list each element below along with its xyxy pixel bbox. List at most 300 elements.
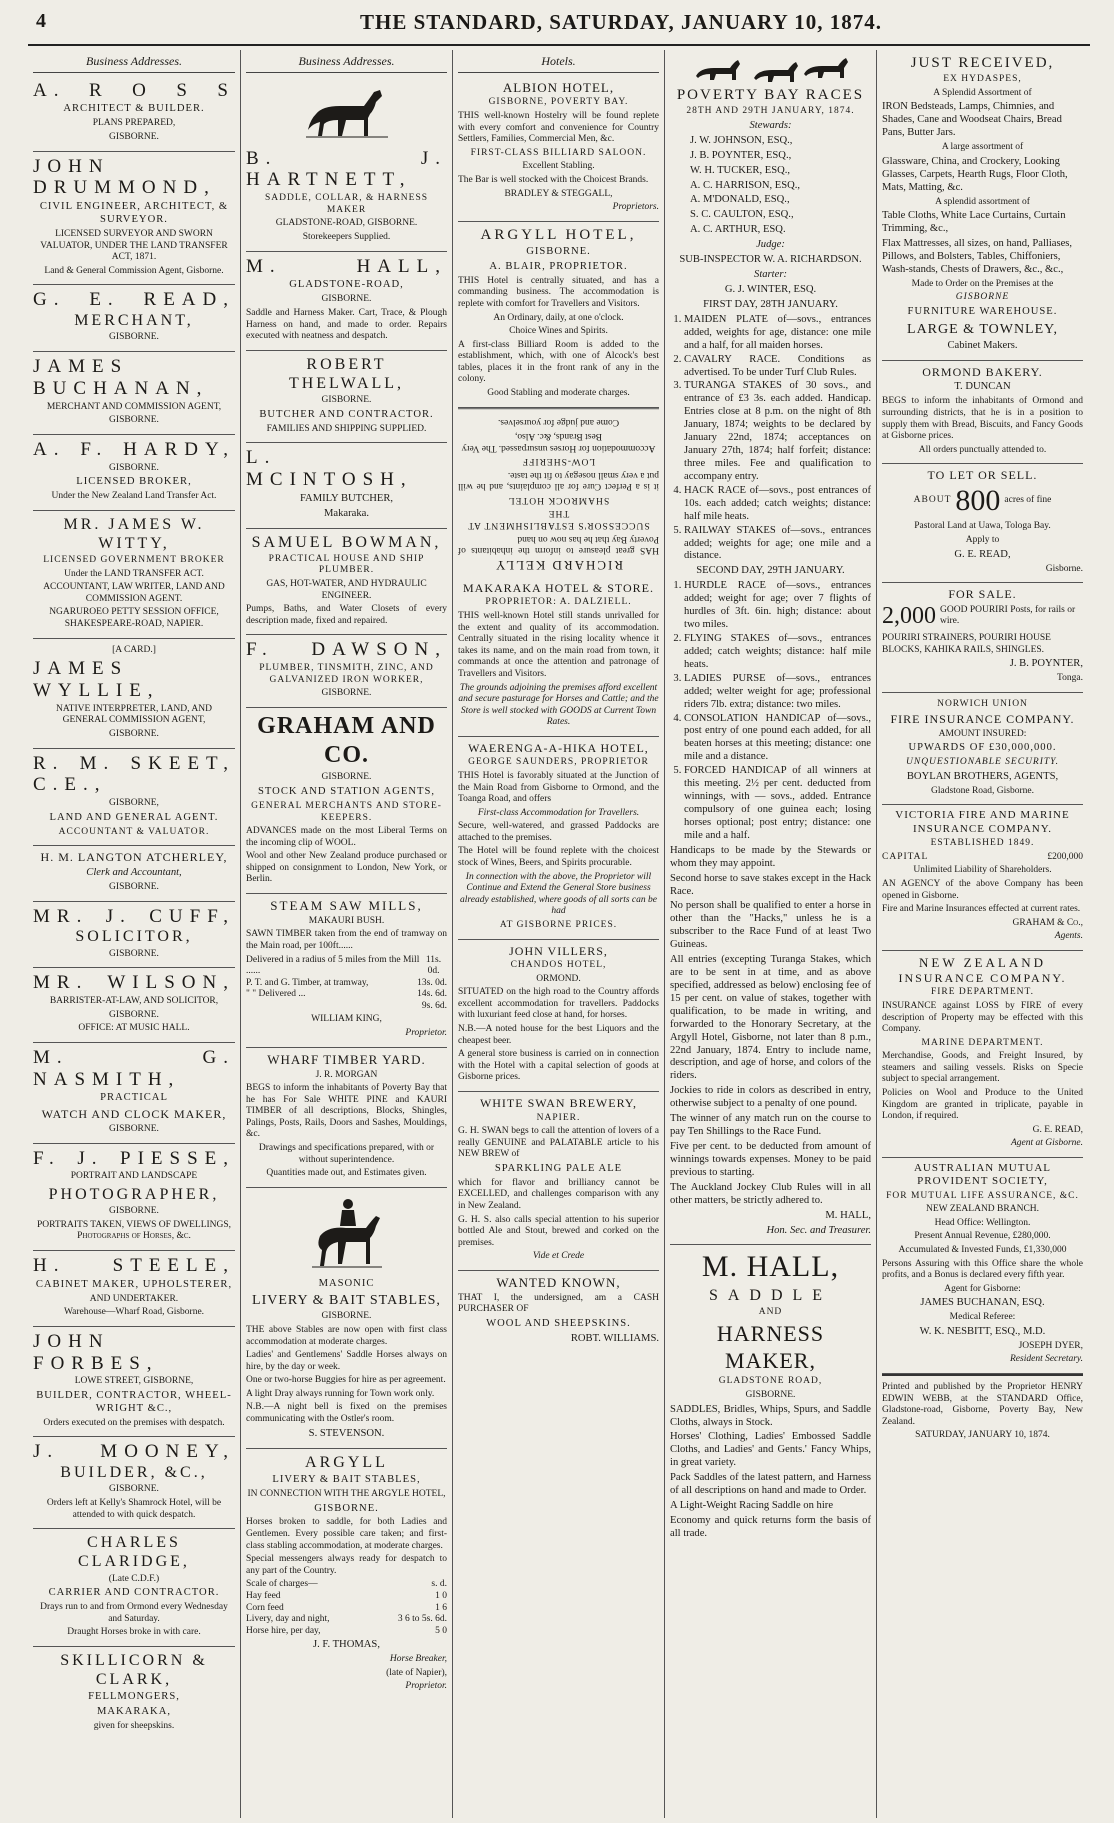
horse-illustration-icon [302,84,392,144]
ad-amp-funds: Accumulated & Invested Funds, £1,330,000 [898,1245,1067,1256]
ad-waerenga-owner: GEORGE SAUNDERS, PROPRIETOR [468,757,649,768]
ad-buchanan [33,352,235,435]
ad-ross-name: A. R O S S [33,79,235,101]
sawmill-price-row [246,1001,447,1013]
ad-nz-insurance-sub: INSURANCE against LOSS by FIRE of every description of Property may be effected with this Company. [882,1000,1083,1035]
ad-bakery [882,361,1083,464]
ad-makaraka-italic: The grounds adjoining the premises afford excellent and secure pasturage for Horses and Cattle; and the Store is well stocked with GOODS at Current Town Rates. [458,682,659,728]
ad-claridge-sub: (Late C.D.F.) [108,1573,160,1584]
ad-villers-sub3: A general store business is carried on in connection with the Hotel with a capital selection of goods at Gisborne prices. [458,1049,659,1083]
ad-witty [33,511,235,639]
ad-argyll-stables-sub2: Special messengers always ready for despatch to any part of the Country. [246,1554,447,1576]
ad-bowman-name: SAMUEL BOWMAN, [251,533,442,551]
ad-swan [458,1092,659,1271]
ad-albion-bar: The Bar is well stocked with the Choicest Brands. [458,174,649,185]
ad-for-sale-items: POURIRI STRAINERS, POURIRI HOUSE BLOCKS, KAHIKA RAILS, SHINGLES. [882,633,1051,655]
ad-amp-line: FOR MUTUAL LIFE ASSURANCE, &C. [886,1190,1079,1201]
ad-wharf-sub: BEGS to inform the inhabitants of Poverty Bay that he has For Sale WHITE PINE and KAURI TIMBER of all descriptions, Blocks, Shingles, Palings, Posts, Rails, Doors and Sashes, Mouldings, &c. [246,1083,447,1140]
ad-wharf-name: WHARF TIMBER YARD. [267,1051,426,1067]
ad-races-stewards-head: Stewards: [749,119,792,131]
ad-steele-line2: AND UNDERTAKER. [89,1293,179,1304]
ad-masonic-owner: S. STEVENSON. [308,1427,385,1439]
ad-atcherley-place: GISBORNE. [109,881,159,892]
ad-wanted-owner: ROBT. WILLIAMS. [570,1332,659,1344]
ad-mooney-sub: Orders left at Kelly's Shamrock Hotel, will be attended to with quick despatch. [46,1498,222,1520]
ad-races-owner: M. HALL, [825,1209,871,1221]
ad-argyll-stables-line: LIVERY & BAIT STABLES, [272,1474,421,1486]
ad-claridge-sub2: Drays run to and from Ormond every Wednesday and Saturday. [40,1602,228,1624]
sawmill-row-price: 9s. 6d. [421,1000,447,1011]
ad-argyll-stables-owner: J. F. THOMAS, [313,1639,380,1651]
ad-to-let-about: ABOUT [913,495,952,506]
ad-nz-insurance-sub2: Merchandise, Goods, and Freight Insured, by steamers and sailing vessels. Risks on Specie subject to special arrangement. [882,1051,1083,1085]
argyll-charge-price: 5 0 [435,1625,447,1636]
ad-just-received-items4: Flax Mattresses, all sizes, on hand, Palliases, Pillows, and Bolsters, Tables, Chiffoniers, Wash-stands, Chests of Drawers, &c., &c., [882,237,1073,275]
ad-nasmith-name: M. G. NASMITH, [33,1046,235,1090]
steward-item: A. C. HARRISON, ESQ., [690,179,801,191]
ad-just-received-name: JUST RECEIVED, [910,55,1055,71]
ad-wilson [33,968,235,1043]
ad-argyll-hotel-ordinary: An Ordinary, daily, at one o'clock. [493,312,624,323]
ad-thelwall-sub: FAMILIES AND SHIPPING SUPPLIED. [266,423,427,434]
ad-just-received-sub: A Splendid Assortment of [933,87,1032,98]
ad-bowman-sub2: Pumps, Baths, and Water Closets of every description made, fixed and repaired. [246,604,447,626]
ad-norwich-place: Gladstone Road, Gisborne. [931,785,1034,796]
argyll-charge-price: 3 6 to 5s. 6d. [397,1614,447,1625]
ad-victoria-agent2: Agents. [1054,931,1083,942]
ad-dawson-name: F. DAWSON, [246,639,447,661]
ad-victoria-sub2: AN AGENCY of the above Company has been opened in Gisborne. [882,879,1083,901]
argyll-charge-price: 1 0 [435,1590,447,1601]
ad-for-sale-name: FOR SALE. [948,587,1017,602]
argyll-charge-price: 1 6 [435,1602,447,1613]
ad-kelly-line2: Accommodation for Horses unsurpassed. The Very Best Brands, &c. Also, [461,430,656,453]
ad-victoria-sub3: Fire and Marine Insurances effected at current rates. [882,904,1081,915]
ad-cuff-name: MR. J. CUFF, [33,905,235,927]
ad-hardy-place: GISBORNE. [109,462,159,473]
ad-wharf-sub2: Drawings and specifications prepared, with or without superintendence. [258,1142,435,1165]
ad-ross [33,76,235,152]
ad-drummond-line: CIVIL ENGINEER, ARCHITECT, & SURVEYOR. [39,201,229,226]
ad-wharf [246,1048,447,1188]
race-item: 2. CAVALRY RACE. Conditions as advertised. To be under Turf Club Rules. [684,354,871,380]
ad-makaraka [458,577,659,737]
ad-norwich-amount: UPWARDS OF £30,000,000. [908,742,1057,754]
ad-thelwall [246,351,447,443]
ad-argyll-stables-line2: IN CONNECTION WITH THE ARGYLE HOTEL, [247,1488,446,1499]
ad-claridge-line: CARRIER AND CONTRACTOR. [48,1587,220,1599]
ad-villers-sub2: N.B.—A noted house for the best Liquors and the cheapest beer. [458,1024,659,1046]
argyll-charge-row [246,1603,447,1615]
ad-graham-sub2: Wool and other New Zealand produce purchased or shipped on consignment to London, New York, or Berlin. [246,851,447,885]
ad-claridge-sub3: Draught Horses broke in with care. [67,1627,201,1638]
ad-kelly-line5: SHAMROCK HOTEL [507,494,610,505]
ad-sawmill-name: STEAM SAW MILLS, [270,898,423,913]
ad-kelly-inverted [458,408,659,577]
ad-bowman-sub: GAS, HOT-WATER, AND HYDRAULIC ENGINEER. [266,579,427,601]
ad-skillicorn-sub: given for sheepskins. [93,1721,175,1732]
column-3-heading: Hotels. [458,50,659,73]
racehorses-illustration-icon [686,56,856,84]
ad-amp [882,1158,1083,1374]
argyll-charge-label: Hay feed [246,1590,281,1601]
ad-read-name: G. E. READ, [33,289,235,311]
ad-wyllie [33,639,235,749]
ad-forbes-line: BUILDER, CONTRACTOR, WHEEL-WRIGHT &C., [36,1390,232,1414]
ad-norwich-name: NORWICH UNION [937,698,1028,709]
ad-swan-sub2: which for flavor and brilliancy cannot be EXCELLED, and challenges comparison with any in New Zealand. [458,1177,659,1211]
ad-wanted-line: WOOL AND SHEEPSKINS. [486,1317,631,1329]
ad-nasmith [33,1043,235,1144]
ad-buchanan-name: JAMES BUCHANAN, [33,356,209,399]
ad-skeet-place: GISBORNE, [109,798,159,809]
sawmill-row-label: Delivered in a radius of 5 miles from the Mill ...... [246,954,420,977]
ad-just-received-place: GISBORNE [955,292,1010,303]
race-note: Jockies to ride in colors as described in entry, otherwise subject to a penalty of one pound. [670,1085,871,1110]
ad-atcherley [33,846,235,901]
ad-hall [246,252,447,351]
ad-piesse [33,1144,235,1251]
ad-piesse-name: F. J. PIESSE, [33,1147,235,1169]
ad-bakery-name: ORMOND BAKERY. [922,364,1043,379]
ad-wharf-owner: J. R. MORGAN [315,1069,378,1080]
ad-swan-sub: G. H. SWAN begs to call the attention of lovers of a really GENUINE and PALATABLE article to his NEW BREW of [458,1126,659,1160]
ad-amp-secretary2: Resident Secretary. [1010,1354,1083,1365]
ad-sawmill-owner: WILLIAM KING, [311,1014,382,1025]
race-item: 4. CONSOLATION HANDICAP of—sovs., post entry of one pound each added, for all beaten horses at this meeting; distance: one mile and a distance. [684,713,871,765]
ad-buchanan-place: GISBORNE. [109,415,159,426]
ad-skillicorn-name: SKILLICORN & CLARK, [60,1651,208,1689]
ad-claridge-name: CHARLES CLARIDGE, [78,1534,190,1571]
ad-bowman-line: PRACTICAL HOUSE AND SHIP PLUMBER. [268,553,425,576]
masthead [0,0,1114,44]
ad-bowman [246,529,447,636]
masthead-title: THE STANDARD, SATURDAY, JANUARY 10, 1874. [360,10,882,34]
ad-victoria [882,805,1083,950]
ad-argyll-stables [246,1449,447,1700]
ad-hartnett-place: GLADSTONE-ROAD, GISBORNE. [275,218,418,229]
ad-waerenga-sub3: The Hotel will be found replete with the choicest stock of Wines, Beers, and Spirits procurable. [458,846,659,869]
ad-amp-agent-head: Agent for Gisborne: [944,1283,1021,1294]
ad-villers-place: ORMOND. [536,973,581,984]
ad-bakery-sub2: All orders punctually attended to. [918,444,1047,455]
ad-to-let-number: 800 [955,483,1001,517]
ad-wanted-name: WANTED KNOWN, [496,1274,621,1290]
ad-argyll-stables-owner2: Horse Breaker, [389,1654,447,1665]
ad-witty-sub3: NGARUROEO PETTY SESSION OFFICE, SHAKESPEARE-ROAD, NAPIER. [49,607,219,630]
ad-villers-sub: SITUATED on the high road to the Country affords excellent accommodation for travellers. Paddocks with luxuriant feed close at hand, for horses. [458,987,659,1021]
ad-cuff-line: SOLICITOR, [75,928,193,946]
ad-skillicorn-place: MAKARAKA, [96,1706,172,1718]
steward-item: S. C. CAULTON, ESQ., [690,209,794,221]
ad-steele-line: CABINET MAKER, UPHOLSTERER, [35,1278,233,1290]
ad-kelly-line1: Come and judge for yourselves. [497,417,620,428]
ad-amp-agent: JAMES BUCHANAN, ESQ. [920,1297,1045,1309]
ad-sawmill-owner-title: Proprietor. [405,1028,447,1039]
argyll-scale-cols: s. d. [431,1579,447,1590]
ad-mooney-line: BUILDER, &C., [60,1464,208,1482]
ad-read-place: GISBORNE. [109,332,159,343]
ad-skillicorn-line: FELLMONGERS, [88,1691,180,1703]
steward-item: J. B. POYNTER, ESQ., [690,149,792,161]
ad-forbes-name: JOHN FORBES, [33,1330,159,1374]
ad-mhall-line2: HARNESS MAKER, [716,1320,825,1373]
ad-just-received-items2: Glassware, China, and Crockery, Looking Glasses, Carpets, Hearth Rugs, Floor Cloth, Mats, Matting, &c. [882,155,1068,193]
ad-ross-line: ARCHITECT & BUILDER. [63,103,205,115]
ad-dawson-line: PLUMBER, TINSMITH, ZINC, AND GALVANIZED IRON WORKER, [259,663,434,685]
ad-victoria-sub: Unlimited Liability of Shareholders. [913,865,1052,876]
ad-to-let-sub: Pastoral Land at Uawa, Tologa Bay. [914,521,1051,532]
ad-argyll-stables-owner4: Proprietor. [405,1681,447,1692]
ad-masonic-place: GISBORNE. [321,1311,372,1322]
ad-argyll-hotel-owner: A. BLAIR, PROPRIETOR. [489,260,628,272]
ad-skeet-name: R. M. SKEET, C.E., [33,752,235,796]
ad-to-let [882,464,1083,583]
ad-races [670,50,871,1245]
ad-just-received-ship: EX HYDASPES, [943,74,1022,85]
ad-claridge [33,1529,235,1647]
ad-mhall-place: GLADSTONE ROAD, [718,1376,823,1387]
imprint-date: SATURDAY, JANUARY 10, 1874. [915,1430,1050,1441]
ad-amp-branch: NEW ZEALAND BRANCH. [925,1204,1040,1215]
ad-atcherley-name: H. M. LANGTON ATCHERLEY, [40,850,228,865]
ad-villers [458,940,659,1092]
ad-makaraka-name: MAKARAKA HOTEL & STORE. [462,580,654,595]
ad-mcintosh-line: FAMILY BUTCHER, [299,492,394,504]
ad-to-let-acreage [882,483,1083,520]
ad-argyll-hotel-sub: THIS Hotel is centrally situated, and has a commanding business. The accommodation is replete with comfort for Travellers and Visitors. [458,275,659,309]
ad-thelwall-name: ROBERT THELWALL, [288,355,405,392]
ad-cuff-place: GISBORNE. [109,948,159,959]
ad-hardy-line: LICENSED BROKER, [76,476,192,488]
ad-victoria-est: ESTABLISHED 1849. [930,838,1035,849]
ad-waerenga [458,737,659,940]
column-5 [876,50,1088,1818]
ad-argyll-hotel-billiard: A first-class Billiard Room is added to the establishment, which, with one of Alcock's best tables, places it in the front rank of any in the colony. [458,339,659,385]
ad-steele-sub: Warehouse—Wharf Road, Gisborne. [63,1307,205,1318]
ad-mhall-sub3: Pack Saddles of the latest pattern, and Harness of all descriptions on hand and made to Order. [670,1472,871,1497]
ad-just-received-line: FURNITURE WAREHOUSE. [907,305,1058,317]
ad-nz-insurance [882,951,1083,1158]
race-item: 2. FLYING STAKES of—sovs., entrances added; catch weights; distance: half mile heats. [684,633,871,672]
day2-races-list [670,580,871,842]
ad-skillicorn [33,1647,235,1740]
ad-ross-sub: PLANS PREPARED, [92,118,176,129]
ad-hall-sub: Saddle and Harness Maker. Cart, Trace, & Plough Harness on hand, and made to order. Repairs executed with neatness and despatch. [246,307,447,342]
argyll-charge-row [246,1591,447,1603]
ad-masonic-sub2: Ladies' and Gentlemens' Saddle Horses always on hire, by the day or week. [246,1350,447,1372]
ad-skeet-sub: ACCOUNTANT & VALUATOR. [58,826,210,837]
ad-makaraka-owner: PROPRIETOR: A. DALZIELL. [485,597,632,608]
ad-albion-name: ALBION HOTEL, [502,79,615,95]
ad-albion-owner: BRADLEY & STEGGALL, [504,188,613,199]
ad-kelly-line3: LOW-SHERIFF [521,455,596,466]
race-note: The Auckland Jockey Club Rules will in all other matters, be strictly adhered to. [670,1181,871,1206]
ad-drummond-sub2: Land & General Commission Agent, Gisborne. [44,265,224,276]
ad-ross-place: GISBORNE. [109,131,159,142]
ad-just-received-sub2: A large assortment of [941,142,1024,153]
ad-amp-referee-head: Medical Referee: [949,1312,1016,1323]
ad-mcintosh [246,443,447,529]
ad-amp-office: Head Office: Wellington. [934,1217,1031,1228]
ad-for-sale [882,583,1083,693]
imprint-text: Printed and published by the Proprietor HENRY EDWIN WEBB, at the STANDARD Office, Gladstone-road, Gisborne, Poverty Bay, New Zealand. [882,1381,1083,1427]
argyll-charges-header [246,1579,447,1591]
ad-nasmith-line1: PRACTICAL [100,1092,168,1104]
sawmill-row-price: 11s. 0d. [425,954,442,977]
ad-albion-owner2: Proprietors. [612,202,659,213]
ad-nz-insurance-sub3: Policies on Wool and Produce to the United Kingdom are granted in triplicate, payable in London, if required. [882,1088,1083,1122]
ad-for-sale-unit: GOOD POURIRI Posts, for rails or wire. [940,604,1076,627]
ad-to-let-apply: Apply to [965,535,1000,546]
argyll-charge-label: Livery, day and night, [246,1614,330,1625]
ad-for-sale-place: Tonga. [1057,673,1083,684]
ad-steele [33,1251,235,1327]
ad-just-received-items: IRON Bedsteads, Lamps, Chimnies, and Shades, Cane and Woodseat Chairs, Bread Pans, Butter Jars. [882,101,1062,139]
ad-nasmith-line2: WATCH AND CLOCK MAKER, [41,1107,227,1122]
ad-victoria-capital-amount: £200,000 [1047,851,1083,862]
ad-for-sale-quantity [882,602,1083,631]
ad-argyll-hotel-wines: Choice Wines and Spirits. [509,326,608,337]
ad-amp-referee: W. K. NESBITT, ESQ., M.D. [919,1325,1046,1337]
ad-argyll-stables-owner3: (late of Napier), [386,1667,447,1678]
ad-dawson [246,635,447,708]
ad-hall-line: GLADSTONE-ROAD, [289,279,404,291]
ad-waerenga-prices: AT GISBORNE PRICES. [499,919,618,930]
argyll-charge-row [246,1626,447,1638]
ad-masonic-sub5: N.B.—A night bell is fixed on the premises communicating with the Ostler's room. [246,1402,447,1425]
ad-just-received-owner2: Cabinet Makers. [947,339,1018,351]
ad-to-let-unit: acres of fine [1004,495,1052,506]
ad-mooney-place: GISBORNE. [109,1484,159,1495]
ad-hardy-sub: Under the New Zealand Land Transfer Act. [51,491,217,502]
ad-hall-name: M. HALL, [246,255,447,277]
ad-victoria-capital-label: CAPITAL [882,851,929,862]
race-item: 1. MAIDEN PLATE of—sovs., entrances added, weights for age, distance: one mile and a half, for all maiden horses. [684,314,871,353]
ad-atcherley-line: Clerk and Accountant, [86,867,182,878]
ad-skeet [33,749,235,847]
ad-hartnett [246,76,447,252]
ad-waerenga-sub2: Secure, well-watered, and grassed Paddocks are attached to the premises. [458,821,659,843]
ad-mhall-line: SADDLE [708,1287,833,1305]
ad-forbes-place: LOWE STREET, GISBORNE, [74,1376,194,1387]
ad-mhall-place2: GISBORNE. [745,1390,796,1401]
ad-kelly-line6: SUCCESSOR'S ESTABLISHMENT AT THE [467,508,650,530]
race-item: 3. LADIES PURSE of—sovs., entrances added; welter weight for age; professional riders 7lb. extra; distance: two miles. [684,673,871,712]
sawmill-price-row [246,955,447,978]
ad-wilson-line: BARRISTER-AT-LAW, AND SOLICITOR, [49,995,219,1006]
ad-nz-insurance-agent2: Agent at Gisborne. [1010,1138,1083,1149]
ad-to-let-owner: G. E. READ, [954,548,1011,560]
ad-races-day2-head: SECOND DAY, 29TH JANUARY. [696,565,845,577]
ad-albion-stabling: Excellent Stabling. [522,161,595,172]
ad-swan-place: NAPIER. [536,1112,581,1123]
ad-masonic-sub3: One or two-horse Buggies for hire as per agreement. [246,1375,446,1386]
sawmill-price-row [246,978,447,990]
ad-masonic-name: MASONIC [318,1277,375,1289]
ad-wanted [458,1271,659,1353]
steward-item: W. H. TUCKER, ESQ., [690,164,791,176]
race-note: Five per cent. to be deducted from amount of winnings towards expenses. Money to be paid previous to starting. [670,1141,871,1178]
ad-just-received-owner: LARGE & TOWNLEY, [907,321,1058,337]
ad-albion-sub: THIS well-known Hostelry will be found replete with every comfort and convenience for Country Settlers, Families, Commercial Men, &c. [458,111,659,145]
ad-victoria-name: VICTORIA FIRE AND MARINE INSURANCE COMPANY. [895,809,1070,835]
ad-hartnett-sub: Storekeepers Supplied. [302,232,391,243]
sawmill-row-label: P. T. and G. Timber, at tramway, [246,977,369,988]
ad-graham-name: GRAHAM AND CO. [257,712,436,769]
sawmill-row-price: 13s. 0d. [417,977,447,988]
race-note: Second horse to save stakes except in the Hack Race. [670,872,871,897]
ad-norwich-agent: BOYLAN BROTHERS, AGENTS, [906,770,1059,782]
ad-wyllie-card: [A CARD.] [112,644,156,655]
ad-kelly-name: RICHARD KELLY [493,557,624,573]
ad-races-day1-head: FIRST DAY, 28TH JANUARY. [703,298,838,310]
ad-sawmill-place: MAKAURI BUSH. [308,915,385,926]
ad-piesse-place: GISBORNE. [109,1206,159,1217]
ad-amp-revenue: Present Annual Revenue, £280,000. [914,1231,1051,1242]
day1-races-list [670,314,871,564]
ad-swan-vide: Vide et Crede [532,1251,585,1262]
ad-mooney-name: J. MOONEY, [33,1441,235,1463]
ad-for-sale-owner: J. B. POYNTER, [1009,658,1083,670]
ad-swan-sub3: G. H. S. also calls special attention to his superior bottled Ale and Stout, brewed and corked on the premises. [458,1214,659,1248]
race-item: 5. RAILWAY STAKES of—sovs., entrances added; weights for age; one mile and a distance. [684,525,871,564]
ad-just-received-sub4: Made to Order on the Premises at the [911,278,1054,289]
imprint [882,1374,1083,1449]
ad-read [33,285,235,352]
ad-nz-insurance-name: NEW ZEALAND [919,954,1046,970]
ad-amp-secretary: JOSEPH DYER, [1018,1340,1083,1351]
ad-races-judge: SUB-INSPECTOR W. A. RICHARDSON. [679,254,862,266]
ad-bakery-owner: T. DUNCAN [954,381,1011,393]
ad-mhall-sub5: Economy and quick returns form the basis of all trade. [670,1515,871,1539]
ad-witty-line: LICENSED GOVERNMENT BROKER [43,555,225,566]
ad-norwich-sub: AMOUNT INSURED: [938,728,1027,739]
ad-to-let-name: TO LET OR SELL. [927,468,1038,483]
race-item: 3. TURANGA STAKES of 30 sovs., and entrance of £3 3s. each added. Handicap. Entries close at 8 p.m. on the night of 8th January, 1874; weights to be declared by January 22nd, 1874; acceptances on January 27th, 1874; half forfeit; distance: three miles. Fee and qualification to accompany entry. [684,380,871,483]
ad-norwich-security: UNQUESTIONABLE SECURITY. [906,757,1059,768]
ad-nasmith-place: GISBORNE. [109,1123,159,1134]
ad-mhall [670,1245,871,1547]
masthead-rule [28,44,1090,46]
ad-bakery-sub: BEGS to inform the inhabitants of Ormond and surrounding districts, that he is in a position to supply them with Bread, Biscuits, and Fancy Goods at Gisborne prices. [882,396,1083,442]
ad-races-starter-head: Starter: [754,269,787,281]
ad-swan-line: SPARKLING PALE ALE [494,1162,623,1174]
page-number: 4 [36,10,46,32]
ad-wanted-sub: THAT I, the undersigned, am a CASH PURCHASER OF [458,1292,659,1315]
ad-masonic-line: LIVERY & BAIT STABLES, [252,1292,441,1308]
argyll-charge-label: Corn feed [246,1602,284,1613]
ad-waerenga-name: WAERENGA-A-HIKA HOTEL, [468,740,649,755]
ad-masonic [246,1188,447,1449]
ad-norwich-line: FIRE INSURANCE COMPANY. [890,712,1075,727]
ad-sawmill [246,894,447,1048]
ad-just-received [882,50,1083,361]
ad-victoria-agent: GRAHAM & Co., [1012,917,1083,928]
ad-amp-sub: Persons Assuring with this Office share the whole profits, and a Bonus is declared every fifth year. [882,1258,1083,1281]
ad-buchanan-line: MERCHANT AND COMMISSION AGENT, [46,401,222,412]
ad-albion [458,76,659,222]
ad-graham-line: STOCK AND STATION AGENTS, [258,786,435,798]
columns [28,50,1090,1818]
ad-swan-name: WHITE SWAN BREWERY, [479,1095,638,1110]
ad-piesse-line: PORTRAIT AND LANDSCAPE [70,1171,198,1182]
ad-drummond [33,152,235,286]
column-1-heading: Business Addresses. [33,50,235,73]
ad-wilson-name: MR. WILSON, [33,972,235,994]
ad-forbes [33,1327,235,1438]
ad-graham [246,708,447,894]
